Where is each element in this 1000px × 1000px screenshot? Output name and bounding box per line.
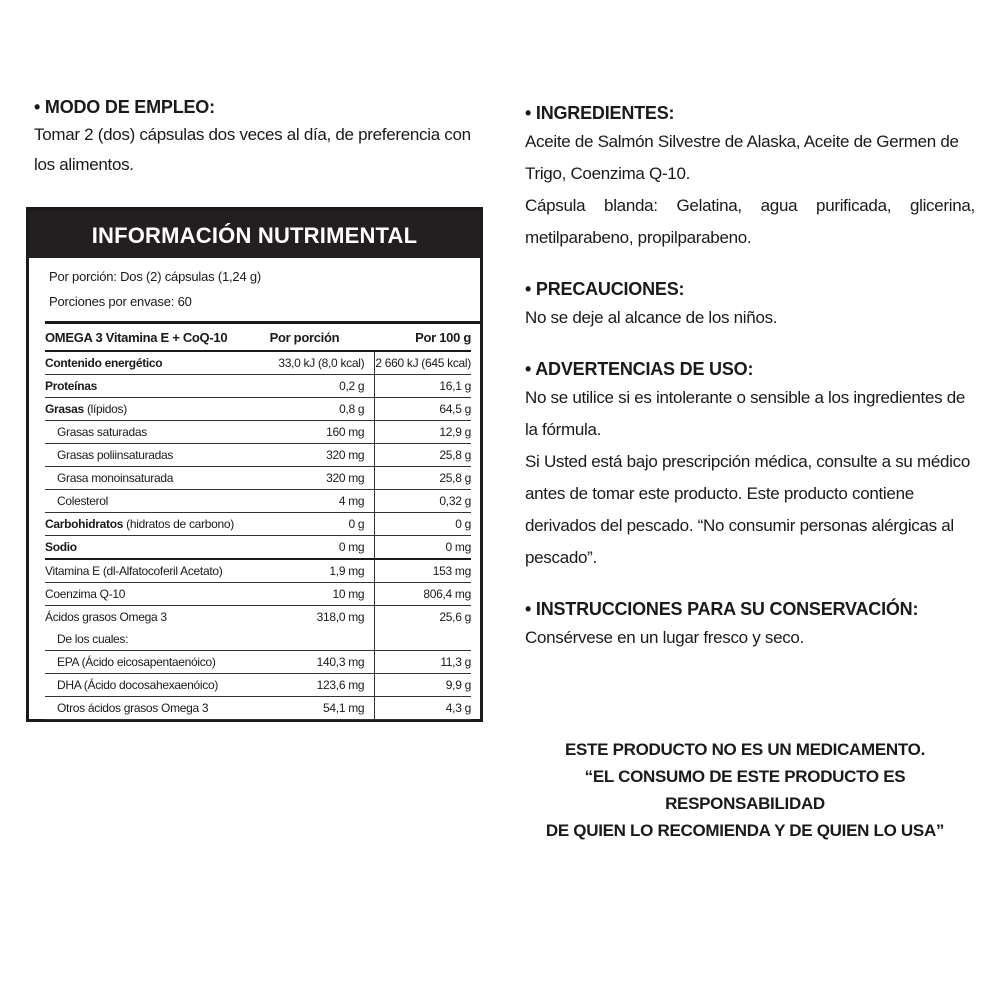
row-name: Contenido energético <box>45 356 163 370</box>
disclaimer-line1: ESTE PRODUCTO NO ES UN MEDICAMENTO. <box>564 740 926 759</box>
row-per-100: 12,9 g <box>375 421 471 444</box>
disclaimer-line3: DE QUIEN LO RECOMIENDA Y DE QUIEN LO USA” <box>545 821 945 840</box>
row-name: Proteínas <box>45 379 97 393</box>
modo-empleo-title: • MODO DE EMPLEO: <box>34 97 215 117</box>
row-per-serving: 140,3 mg <box>244 651 375 674</box>
conservacion-title: • INSTRUCCIONES PARA SU CONSERVACIÓN: <box>525 599 919 619</box>
table-row <box>45 351 471 375</box>
row-per-serving: 1,9 mg <box>244 559 375 583</box>
row-name: De los cuales: <box>45 628 244 651</box>
nutrition-title: INFORMACIÓN NUTRIMENTAL <box>29 210 480 258</box>
ingredientes-line1: Aceite de Salmón Silvestre de Alaska, Aceite de Germen de Trigo, Coenzima Q-10. <box>525 132 959 183</box>
row-per-serving: 320 mg <box>244 444 375 467</box>
row-per-serving: 123,6 mg <box>244 674 375 697</box>
nutrition-meta <box>29 258 480 314</box>
row-per-serving: 0 g <box>244 513 375 536</box>
row-per-100: 806,4 mg <box>375 583 471 606</box>
row-per-100: 9,9 g <box>375 674 471 697</box>
row-per-serving: 0,2 g <box>244 375 375 398</box>
row-per-100: 64,5 g <box>375 398 471 421</box>
conservacion-section <box>525 596 975 654</box>
row-name: Grasas poliinsaturadas <box>45 444 244 467</box>
precauciones-section <box>525 276 975 334</box>
table-row <box>45 398 471 421</box>
row-per-100: 0,32 g <box>375 490 471 513</box>
table-row <box>45 467 471 490</box>
advertencias-line2: Si Usted está bajo prescripción médica, consulte a su médico antes de tomar este producto. Este producto contiene derivados del pescado. “No consumir personas alérgicas al pescado”. <box>525 452 971 567</box>
precauciones-title: • PRECAUCIONES: <box>525 279 685 299</box>
conservacion-body: Consérvese en un lugar fresco y seco. <box>525 628 804 647</box>
precauciones-body: No se deje al alcance de los niños. <box>525 308 778 327</box>
row-name: DHA (Ácido docosahexaenóico) <box>45 674 244 697</box>
row-per-100: 25,8 g <box>375 467 471 490</box>
row-per-100: 153 mg <box>375 559 471 583</box>
disclaimer <box>510 736 980 844</box>
right-column <box>525 100 975 676</box>
table-row <box>45 606 471 629</box>
row-per-100: 4,3 g <box>375 697 471 720</box>
row-per-serving: 54,1 mg <box>244 697 375 720</box>
row-per-100: 0 mg <box>375 536 471 560</box>
row-per-serving: 318,0 mg <box>316 610 365 624</box>
row-per-100: 16,1 g <box>375 375 471 398</box>
table-row <box>45 490 471 513</box>
servings-per-container: Porciones por envase: 60 <box>49 294 192 309</box>
header-per-100: Por 100 g <box>375 324 471 351</box>
row-name: Otros ácidos grasos Omega 3 <box>45 697 244 720</box>
row-per-serving: 160 mg <box>244 421 375 444</box>
row-per-100 <box>375 628 471 651</box>
row-name: Ácidos grasos Omega 3 <box>45 610 167 624</box>
row-per-serving: 33,0 kJ (8,0 kcal) <box>244 351 375 375</box>
table-row <box>45 628 471 651</box>
row-per-100: 25,8 g <box>375 444 471 467</box>
modo-empleo-body: Tomar 2 (dos) cápsulas dos veces al día, de preferencia con los alimentos. <box>34 125 471 174</box>
table-row <box>45 421 471 444</box>
ingredientes-section <box>525 100 975 254</box>
table-row <box>45 444 471 467</box>
nutrition-grid <box>45 324 471 720</box>
row-name-extra: (hidratos de carbono) <box>123 517 234 531</box>
table-row <box>45 559 471 583</box>
row-name: Colesterol <box>45 490 244 513</box>
row-per-100: 25,6 g <box>375 606 471 629</box>
portion-size: Por porción: Dos (2) cápsulas (1,24 g) <box>49 269 262 284</box>
row-per-100: 0 g <box>375 513 471 536</box>
row-name-extra: (lípidos) <box>83 402 127 416</box>
advertencias-section <box>525 356 975 574</box>
row-per-100: 11,3 g <box>375 651 471 674</box>
header-per-serving: Por porción <box>244 324 375 351</box>
row-per-serving <box>244 628 375 651</box>
header-product: OMEGA 3 Vitamina E + CoQ-10 <box>45 324 244 351</box>
row-per-100: 2 660 kJ (645 kcal) <box>375 351 471 375</box>
ingredientes-line2: Cápsula blanda: Gelatina, agua purificada, glicerina, metilparabeno, propilparabeno. <box>525 196 975 247</box>
nutrition-header-row <box>45 324 471 351</box>
table-row <box>45 583 471 606</box>
row-per-serving: 320 mg <box>244 467 375 490</box>
row-per-serving: 0,8 g <box>244 398 375 421</box>
row-name: EPA (Ácido eicosapentaenóico) <box>45 651 244 674</box>
row-name: Coenzima Q-10 <box>45 583 244 606</box>
ingredientes-title: • INGREDIENTES: <box>525 103 675 123</box>
nutrition-table <box>26 207 483 722</box>
disclaimer-line2: “EL CONSUMO DE ESTE PRODUCTO ES RESPONSABILIDAD <box>584 767 906 813</box>
row-name: Grasas <box>45 402 84 416</box>
advertencias-line1: No se utilice si es intolerante o sensible a los ingredientes de la fórmula. <box>525 388 966 439</box>
row-per-serving: 10 mg <box>244 583 375 606</box>
row-name: Carbohidratos <box>45 517 124 531</box>
row-per-serving: 0 mg <box>244 536 375 560</box>
modo-empleo-section <box>26 94 486 180</box>
table-row <box>45 651 471 674</box>
row-per-serving: 4 mg <box>244 490 375 513</box>
table-row <box>45 674 471 697</box>
row-name: Grasas saturadas <box>45 421 244 444</box>
advertencias-title: • ADVERTENCIAS DE USO: <box>525 359 754 379</box>
table-row <box>45 375 471 398</box>
row-name: Grasa monoinsaturada <box>45 467 244 490</box>
row-name: Vitamina E (dl-Alfatocoferil Acetato) <box>45 559 244 583</box>
table-row <box>45 513 471 536</box>
table-row <box>45 536 471 560</box>
row-name: Sodio <box>45 540 77 554</box>
table-row <box>45 697 471 720</box>
